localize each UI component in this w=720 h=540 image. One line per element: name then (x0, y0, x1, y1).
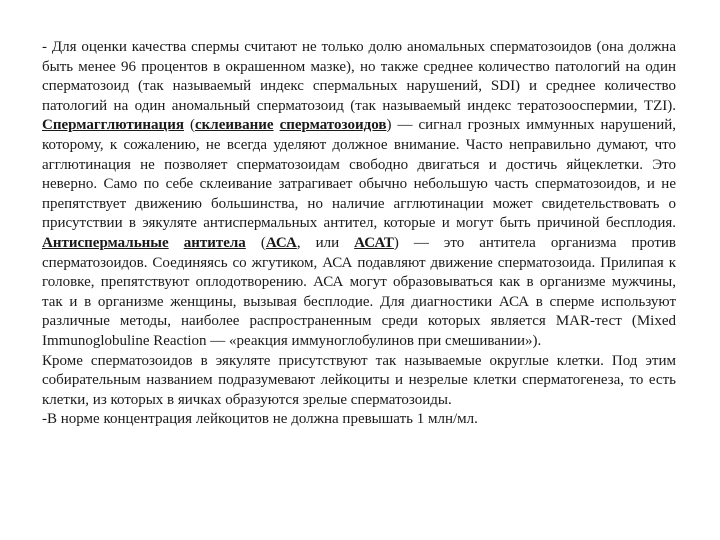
space (169, 235, 184, 251)
paragraph-sperm-quality: - Для оценки качества спермы считают не только долю аномальных сперматозоидов (она должна быть менее 96 процентов в окрашенном мазке), но также среднее количество патологий на один сперматозоид (так называемый индекс спермальных нарушений, SDI) и среднее количество патологий на один аномальный сперматозоид (так называемый индекс тератозооспермии, TZI). (42, 39, 676, 114)
term-asat: АСАТ (354, 234, 394, 251)
term-antispermalnye: Антиспермальные (42, 234, 169, 251)
term-asa: АСА (265, 234, 297, 251)
paragraph-agglutination (42, 116, 676, 234)
paragraph-antisperm-antibodies (42, 234, 676, 352)
paren-open: ( (183, 117, 195, 134)
or-text: , или (296, 234, 355, 251)
term-spermagglutination: Спермагглютинация (42, 117, 184, 134)
paren-open: ( (245, 234, 266, 251)
term-spermatozoidov: сперматозоидов (279, 117, 387, 134)
term-antitela: антитела (183, 234, 246, 251)
document-page (42, 38, 676, 430)
agglutination-text: ) — сигнал грозных иммунных нарушений, которому, к сожалению, не всегда уделяют должное внимание. Часто неправильно думают, что агглютинация не позволяет сперматозоидам свободно двигаться и достичь яйцеклетки. Это неверно. Само по себе склеивание затрагивает обычно небольшую часть сперматозоидов, и не препятствует движению большинства, но наличие агглютинации может свидетельствовать о присутствии в эякуляте антиспермальных антител, которые и могут быть причиной бесплодия. (42, 117, 676, 232)
term-skleivanie: склеивание (194, 117, 274, 134)
paragraph-round-cells: Кроме сперматозоидов в эякуляте присутствуют так называемые округлые клетки. Под этим собирательным названием подразумевают лейкоциты и незрелые клетки сперматогенеза, то есть клетки, из которых в яичках образуются зрелые сперматозоиды. (42, 352, 676, 408)
paragraph-leukocyte-norm: -В норме концентрация лейкоцитов не должна превышать 1 млн/мл. (42, 411, 478, 428)
antibodies-text: ) — это антитела организма против сперматозоидов. Соединяясь со жгутиком, АСА подавляют движение сперматозоида. Прилипая к головке, препятствуют оплодотворению. АСА могут образовываться как в организме мужчины, так и в организме женщины, вызывая бесплодие. Для диагностики АСА в сперме используют различные методы, наиболее распространенным среди которых является MAR-тест (Mixed Immunoglobuline Reaction — «реакция иммуноглобулинов при смешивании»). (42, 234, 676, 349)
